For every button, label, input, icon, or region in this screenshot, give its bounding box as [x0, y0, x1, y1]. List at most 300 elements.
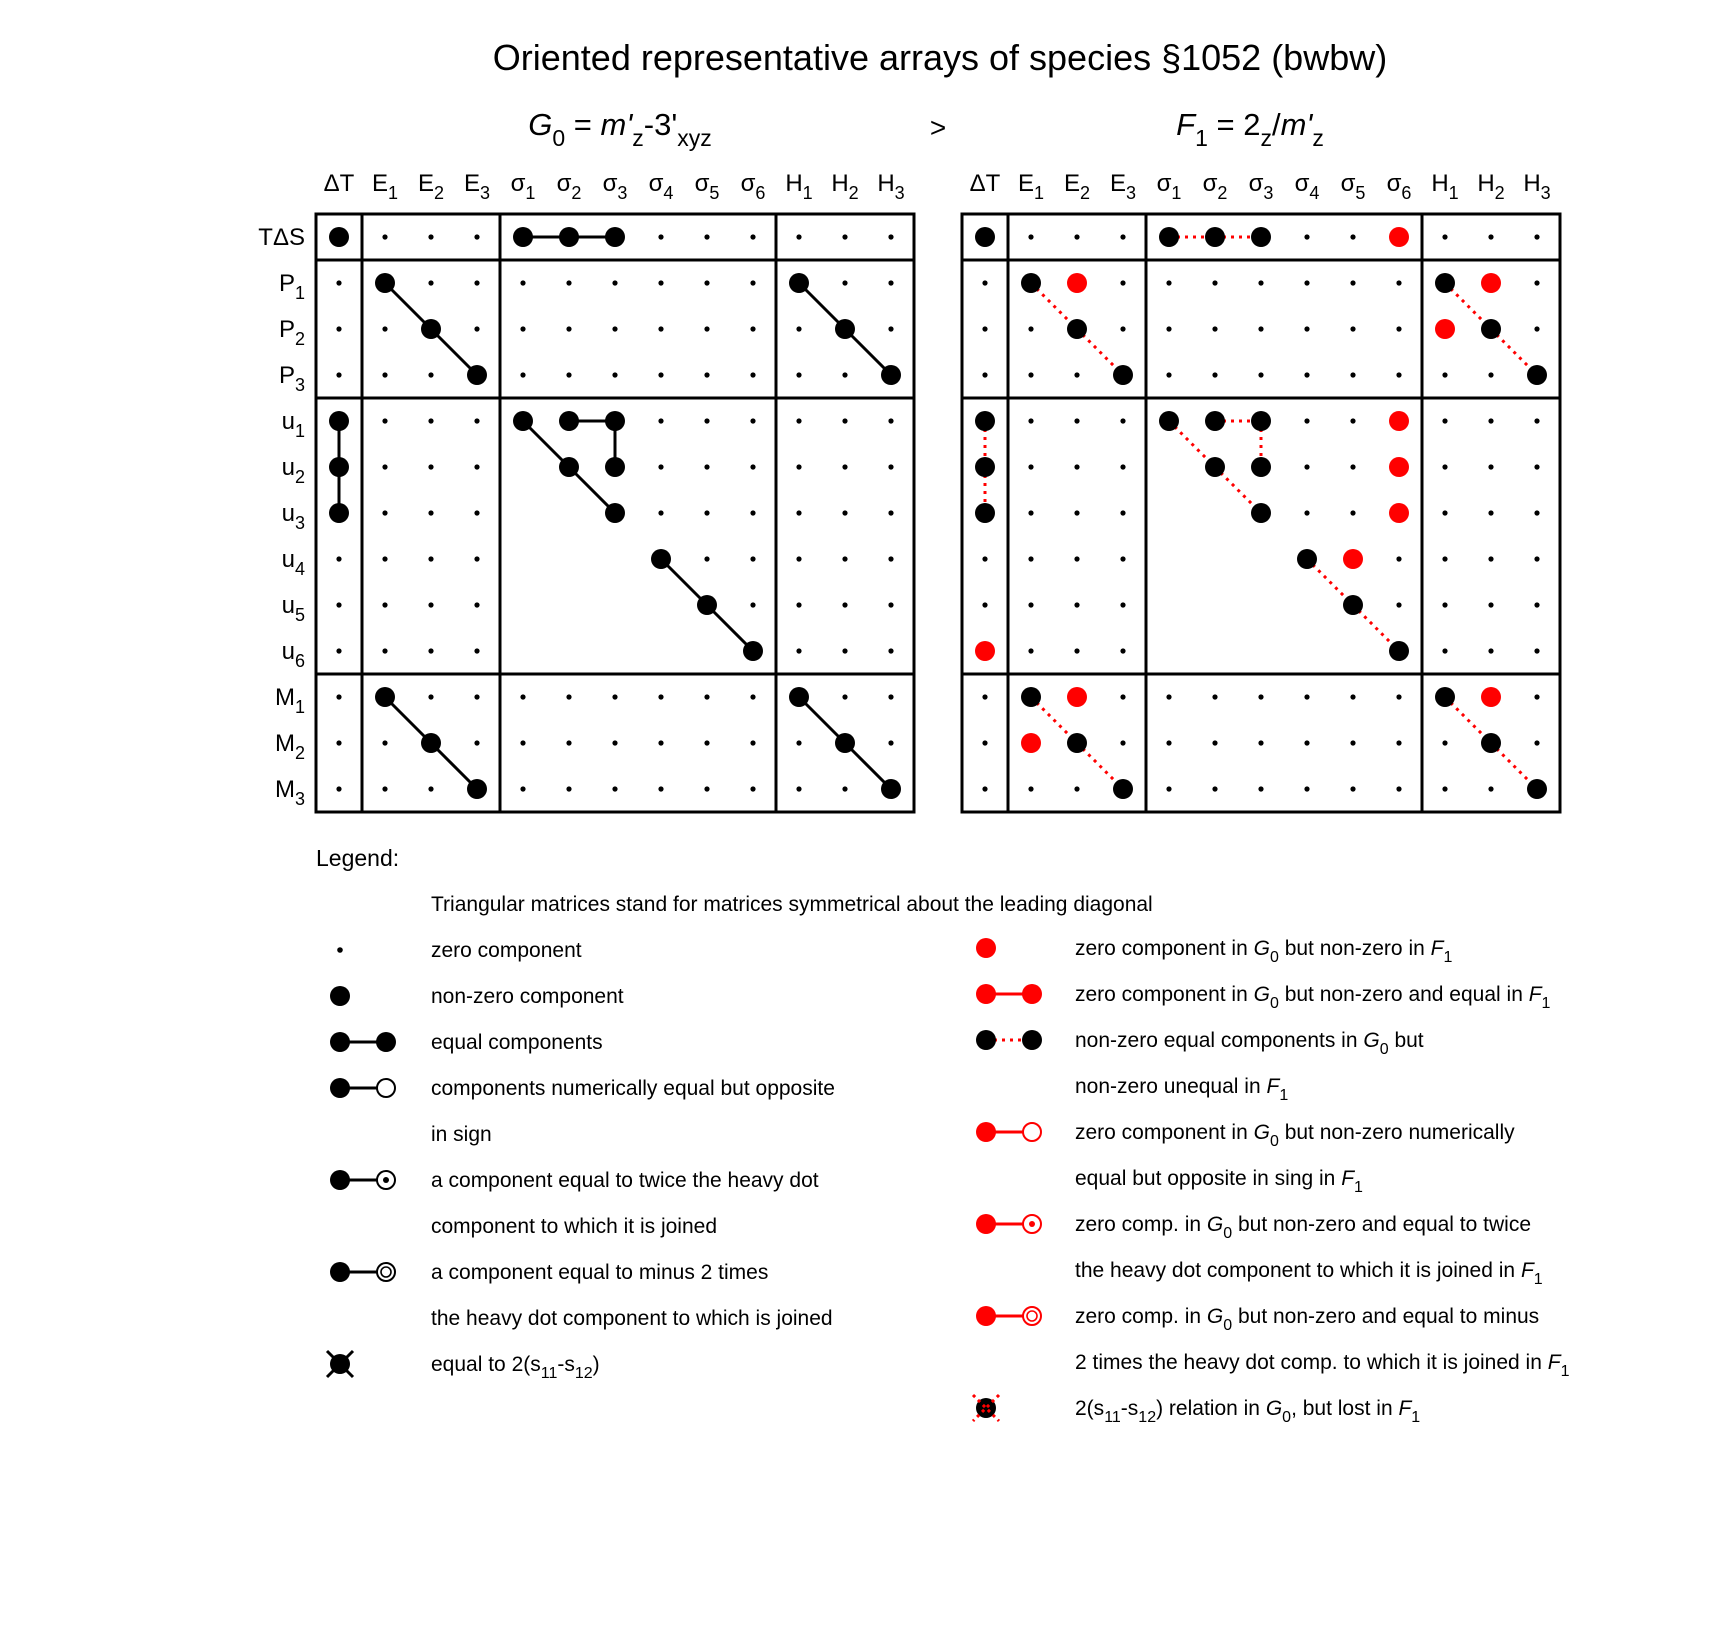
- zero-component: [566, 372, 571, 377]
- zero-component: [1120, 556, 1125, 561]
- non-zero-symbol: [330, 986, 350, 1006]
- legend-text-run: G: [1253, 983, 1270, 1006]
- zero-component: [1120, 648, 1125, 653]
- zero-component: [658, 464, 663, 469]
- zero-component: [474, 740, 479, 745]
- zero-component: [704, 694, 709, 699]
- zero-component: [474, 510, 479, 515]
- column-header-run: σ: [1340, 170, 1356, 197]
- zero-component: [1488, 556, 1493, 561]
- legend-text-run: zero component in: [1075, 983, 1254, 1006]
- legend-text-run: 11: [1104, 1409, 1121, 1426]
- zero-component: [1028, 556, 1033, 561]
- zero-component: [658, 372, 663, 377]
- zero-component: [658, 326, 663, 331]
- group-right-label-run: z: [1312, 125, 1324, 151]
- zero-component: [1350, 510, 1355, 515]
- zero-component: [704, 556, 709, 561]
- zero-component: [1304, 418, 1309, 423]
- zero-component: [1304, 234, 1309, 239]
- zero-component: [750, 464, 755, 469]
- zero-component: [474, 464, 479, 469]
- legend-left: [327, 939, 835, 1382]
- legend-text: [1075, 1351, 1570, 1380]
- zero-component: [658, 694, 663, 699]
- zero-component: [1028, 602, 1033, 607]
- zero-component: [982, 556, 987, 561]
- legend-text-run: F: [1398, 1397, 1412, 1420]
- zero-component: [1074, 648, 1079, 653]
- column-header-run: 6: [1401, 183, 1412, 203]
- zero-component: [428, 464, 433, 469]
- non-zero-component: [1205, 457, 1225, 477]
- new-non-zero-component: [1021, 733, 1041, 753]
- zero-component: [1166, 280, 1171, 285]
- pair-start-dot: [330, 1262, 350, 1282]
- zero-component: [888, 556, 893, 561]
- column-header-run: 3: [1540, 183, 1551, 203]
- zero-component: [1028, 464, 1033, 469]
- legend-text-run: equal but opposite in sing in: [1075, 1167, 1342, 1190]
- column-header: [970, 170, 1001, 197]
- pair-start-dot: [330, 1032, 350, 1052]
- zero-component: [750, 234, 755, 239]
- zero-component: [796, 510, 801, 515]
- zero-component: [842, 786, 847, 791]
- column-header-run: σ: [648, 170, 664, 197]
- non-zero-component: [1527, 779, 1547, 799]
- zero-component: [888, 464, 893, 469]
- zero-component: [1534, 418, 1539, 423]
- zero-component: [474, 556, 479, 561]
- legend-text-run: components numerically equal but opposite: [431, 1077, 835, 1100]
- column-header-run: σ: [510, 170, 526, 197]
- column-header-run: 3: [894, 183, 905, 203]
- column-header-run: 2: [848, 183, 859, 203]
- column-header-run: H: [1477, 170, 1495, 197]
- zero-component: [1534, 510, 1539, 515]
- zero-component: [474, 326, 479, 331]
- zero-component: [704, 280, 709, 285]
- zero-component: [1488, 418, 1493, 423]
- zero-component: [1120, 280, 1125, 285]
- zero-component: [1534, 234, 1539, 239]
- column-header-run: 2: [1494, 183, 1505, 203]
- zero-component: [428, 418, 433, 423]
- group-right-label-run: z: [1260, 125, 1272, 151]
- zero-component: [1442, 648, 1447, 653]
- group-right-label-run: /: [1271, 107, 1281, 142]
- column-header: [1477, 170, 1504, 203]
- column-header-run: 4: [663, 183, 674, 203]
- zero-component: [1304, 372, 1309, 377]
- zero-component: [612, 326, 617, 331]
- pair-center-dot: [383, 1177, 389, 1183]
- column-header-run: E: [371, 170, 388, 197]
- column-header: [1523, 170, 1550, 203]
- zero-component: [1442, 786, 1447, 791]
- zero-component: [1396, 740, 1401, 745]
- zero-component: [750, 694, 755, 699]
- zero-component: [1396, 372, 1401, 377]
- group-title-left: [528, 107, 712, 151]
- zero-component: [1488, 648, 1493, 653]
- zero-component: [796, 786, 801, 791]
- zero-component: [1534, 740, 1539, 745]
- zero-component: [612, 740, 617, 745]
- zero-component: [1166, 326, 1171, 331]
- column-header: [785, 170, 812, 203]
- column-header-run: ΔT: [969, 170, 1001, 197]
- non-zero-component: [1251, 411, 1271, 431]
- zero-component: [750, 326, 755, 331]
- new-non-zero-component: [1481, 687, 1501, 707]
- zero-component: [1120, 418, 1125, 423]
- zero-component: [1120, 464, 1125, 469]
- zero-component: [1212, 280, 1217, 285]
- zero-component: [1442, 556, 1447, 561]
- zero-component: [612, 786, 617, 791]
- zero-component: [1488, 234, 1493, 239]
- zero-component: [566, 740, 571, 745]
- legend-text-run: G: [1363, 1029, 1380, 1052]
- legend-text-run: F: [1341, 1167, 1355, 1190]
- zero-component: [1442, 510, 1447, 515]
- non-zero-component: [559, 227, 579, 247]
- new-non-zero-component: [1067, 273, 1087, 293]
- pair-start-dot: [330, 1078, 350, 1098]
- zero-component: [888, 280, 893, 285]
- zero-component: [474, 280, 479, 285]
- row-header: [279, 270, 305, 303]
- zero-component: [428, 280, 433, 285]
- zero-component: [888, 648, 893, 653]
- row-header-run: 5: [294, 605, 305, 625]
- legend-text-run: non-zero unequal in: [1075, 1075, 1267, 1098]
- legend-text-run: 0: [1269, 1133, 1279, 1150]
- column-header: [557, 170, 582, 203]
- zero-component: [750, 418, 755, 423]
- non-zero-component: [1021, 273, 1041, 293]
- column-header-run: σ: [1294, 170, 1310, 197]
- zero-component: [612, 372, 617, 377]
- zero-component: [658, 280, 663, 285]
- legend-text: [431, 1261, 768, 1284]
- non-zero-component: [1435, 687, 1455, 707]
- zero-component: [382, 234, 387, 239]
- zero-component: [382, 510, 387, 515]
- zero-component: [1442, 372, 1447, 377]
- zero-component: [382, 786, 387, 791]
- column-header-run: 1: [525, 183, 536, 203]
- zero-component: [1166, 694, 1171, 699]
- zero-component: [658, 740, 663, 745]
- non-zero-component: [1251, 227, 1271, 247]
- column-header-run: 1: [388, 183, 399, 203]
- zero-component: [842, 464, 847, 469]
- column-header: [1064, 170, 1090, 203]
- pair-start-dot: [976, 1030, 996, 1050]
- row-header-run: 1: [294, 697, 305, 717]
- zero-component: [1534, 648, 1539, 653]
- column-header-run: 3: [1126, 183, 1137, 203]
- zero-component: [842, 694, 847, 699]
- zero-component: [1120, 510, 1125, 515]
- group-left-label-run: -3': [643, 107, 678, 142]
- column-header-run: 5: [709, 183, 720, 203]
- zero-component: [888, 510, 893, 515]
- column-header-run: E: [1063, 170, 1080, 197]
- legend-text-run: 1: [1354, 1179, 1363, 1196]
- non-zero-component: [1389, 641, 1409, 661]
- zero-component: [1074, 510, 1079, 515]
- legend-text-run: 11: [540, 1365, 558, 1382]
- matrix-right: [962, 170, 1560, 812]
- legend-text: [431, 1353, 600, 1382]
- zero-component: [1396, 786, 1401, 791]
- pair-end-ring: [1023, 1307, 1041, 1325]
- zero-component: [1350, 326, 1355, 331]
- zero-component: [1396, 326, 1401, 331]
- non-zero-component: [697, 595, 717, 615]
- zero-component: [658, 234, 663, 239]
- legend-text-run: 0: [1282, 1409, 1292, 1426]
- zero-component: [842, 234, 847, 239]
- row-header-run: u: [281, 546, 295, 573]
- zero-component: [1028, 648, 1033, 653]
- zero-component: [1350, 372, 1355, 377]
- group-left-label-run: G: [528, 107, 553, 142]
- legend-text-run: 1: [1279, 1087, 1289, 1104]
- zero-component: [842, 418, 847, 423]
- row-header-run: M: [274, 684, 295, 711]
- non-zero-component: [421, 733, 441, 753]
- zero-component: [428, 786, 433, 791]
- legend-text: [431, 939, 582, 962]
- column-header: [831, 170, 858, 203]
- column-header-run: E: [1109, 170, 1126, 197]
- row-header-run: 2: [294, 329, 305, 349]
- column-header: [741, 170, 766, 203]
- zero-component: [842, 602, 847, 607]
- legend-text-run: -s: [557, 1353, 575, 1376]
- legend-heading: Legend:: [316, 845, 400, 871]
- group-right-label-run: 1: [1195, 125, 1208, 151]
- zero-component: [474, 234, 479, 239]
- zero-component: [1534, 602, 1539, 607]
- non-zero-component: [1205, 411, 1225, 431]
- legend-text-run: 12: [574, 1365, 593, 1382]
- column-header-run: σ: [556, 170, 572, 197]
- legend-text-run: 0: [1223, 1225, 1233, 1242]
- row-header-run: 1: [294, 283, 305, 303]
- legend-text-run: a component equal to twice the heavy dot: [431, 1169, 819, 1192]
- group-right-label-run: F: [1176, 107, 1196, 142]
- non-zero-component: [467, 779, 487, 799]
- zero-component: [1212, 326, 1217, 331]
- legend-text-run: 0: [1223, 1317, 1233, 1334]
- zero-component: [750, 740, 755, 745]
- legend-text: [1075, 1121, 1515, 1150]
- non-zero-component: [1251, 503, 1271, 523]
- non-zero-component: [1435, 273, 1455, 293]
- zero-component: [566, 326, 571, 331]
- zero-component: [336, 556, 341, 561]
- zero-component: [982, 694, 987, 699]
- row-header-run: P: [278, 362, 295, 389]
- row-header-run: 6: [294, 651, 305, 671]
- zero-component: [1304, 786, 1309, 791]
- pair-center-dot: [1029, 1221, 1035, 1227]
- legend-text-run: in sign: [431, 1123, 492, 1146]
- zero-component: [704, 372, 709, 377]
- column-header-run: E: [417, 170, 434, 197]
- legend-text-run: 1: [1443, 949, 1453, 966]
- column-header: [877, 170, 904, 203]
- legend-text-run: 1: [1411, 1409, 1421, 1426]
- non-zero-component: [513, 227, 533, 247]
- zero-component: [382, 648, 387, 653]
- zero-component: [1074, 786, 1079, 791]
- zero-component: [336, 602, 341, 607]
- zero-component: [1396, 280, 1401, 285]
- zero-component: [1534, 326, 1539, 331]
- legend-text-run: 1: [1533, 1271, 1543, 1288]
- zero-component: [1074, 372, 1079, 377]
- column-header-run: 2: [571, 183, 582, 203]
- non-zero-component: [513, 411, 533, 431]
- legend-text-run: zero comp. in: [1075, 1305, 1207, 1328]
- legend-text-run: G: [1253, 1121, 1270, 1144]
- zero-component: [1028, 418, 1033, 423]
- legend-text-run: 2 times the heavy dot comp. to which it is joined in: [1075, 1351, 1548, 1374]
- non-zero-component: [789, 687, 809, 707]
- column-header: [1295, 170, 1320, 203]
- column-header: [1387, 170, 1412, 203]
- zero-component: [1488, 510, 1493, 515]
- non-zero-component: [1251, 457, 1271, 477]
- zero-component: [1304, 694, 1309, 699]
- zero-component: [1442, 740, 1447, 745]
- legend-text: [1075, 1167, 1363, 1196]
- legend-text-run: G: [1206, 1305, 1224, 1328]
- non-zero-component: [421, 319, 441, 339]
- zero-component: [842, 510, 847, 515]
- row-header-run: 1: [294, 421, 305, 441]
- column-header-run: 6: [755, 183, 766, 203]
- row-header-run: u: [281, 408, 295, 435]
- zero-component: [658, 510, 663, 515]
- non-zero-component: [1067, 319, 1087, 339]
- page-title: Oriented representative arrays of species §1052 (bwbw): [492, 37, 1388, 78]
- new-non-zero-component: [975, 641, 995, 661]
- zero-component: [1350, 740, 1355, 745]
- zero-component: [796, 648, 801, 653]
- row-header-run: 2: [294, 467, 305, 487]
- zero-component: [888, 694, 893, 699]
- legend-note: Triangular matrices stand for matrices symmetrical about the leading diagonal: [431, 893, 1153, 916]
- legend-text-run: non-zero component: [431, 985, 624, 1008]
- zero-component: [1120, 326, 1125, 331]
- row-header: [258, 224, 305, 251]
- non-zero-component: [835, 733, 855, 753]
- zero-component: [1442, 234, 1447, 239]
- row-header: [282, 500, 305, 533]
- zero-component: [474, 602, 479, 607]
- column-header-run: H: [785, 170, 803, 197]
- column-header-run: 3: [617, 183, 628, 203]
- legend-text-run: zero component in: [1075, 937, 1254, 960]
- relation-symbol: >: [929, 112, 947, 143]
- zero-component: [336, 326, 341, 331]
- legend-text: [1075, 1305, 1539, 1334]
- non-zero-component: [1067, 733, 1087, 753]
- legend-text-run: G: [1265, 1397, 1283, 1420]
- pair-start-dot: [976, 984, 996, 1004]
- zero-component: [1166, 740, 1171, 745]
- legend-text-run: , but lost in: [1291, 1397, 1399, 1420]
- zero-component: [1258, 280, 1263, 285]
- zero-component: [888, 234, 893, 239]
- zero-component: [750, 602, 755, 607]
- row-header-run: P: [278, 316, 295, 343]
- non-zero-component: [1159, 411, 1179, 431]
- column-header-run: 2: [1080, 183, 1091, 203]
- zero-component: [982, 602, 987, 607]
- zero-component: [520, 740, 525, 745]
- column-header: [1431, 170, 1458, 203]
- row-header: [282, 638, 305, 671]
- zero-component: [1488, 372, 1493, 377]
- column-header-run: E: [463, 170, 480, 197]
- group-left-label: [528, 107, 712, 151]
- legend-text-run: but non-zero and equal in: [1278, 983, 1529, 1006]
- non-zero-component: [329, 457, 349, 477]
- zero-component: [750, 786, 755, 791]
- column-header-run: 2: [1217, 183, 1228, 203]
- row-header-run: u: [281, 592, 295, 619]
- column-header: [649, 170, 674, 203]
- column-header: [1018, 170, 1044, 203]
- column-header-run: 5: [1355, 183, 1366, 203]
- zero-component: [842, 280, 847, 285]
- zero-component: [382, 326, 387, 331]
- legend-text-run: but non-zero numerically: [1278, 1121, 1515, 1144]
- zero-component: [796, 556, 801, 561]
- column-header-run: σ: [1156, 170, 1172, 197]
- column-header-run: σ: [1202, 170, 1218, 197]
- column-header-run: σ: [602, 170, 618, 197]
- legend-text-run: 1: [1560, 1363, 1570, 1380]
- zero-component: [1028, 234, 1033, 239]
- row-header-run: u: [281, 638, 295, 665]
- non-zero-component: [1021, 687, 1041, 707]
- non-zero-component: [881, 779, 901, 799]
- column-header: [324, 170, 355, 197]
- zero-component: [428, 510, 433, 515]
- legend-text-run: zero comp. in: [1075, 1213, 1207, 1236]
- zero-component: [1028, 510, 1033, 515]
- pair-end-ring: [377, 1079, 395, 1097]
- zero-component: [1350, 234, 1355, 239]
- zero-component: [704, 464, 709, 469]
- non-zero-component: [467, 365, 487, 385]
- non-zero-component: [1113, 365, 1133, 385]
- legend-text: [431, 1123, 492, 1146]
- zero-component: [612, 280, 617, 285]
- zero-component: [888, 740, 893, 745]
- non-zero-component: [835, 319, 855, 339]
